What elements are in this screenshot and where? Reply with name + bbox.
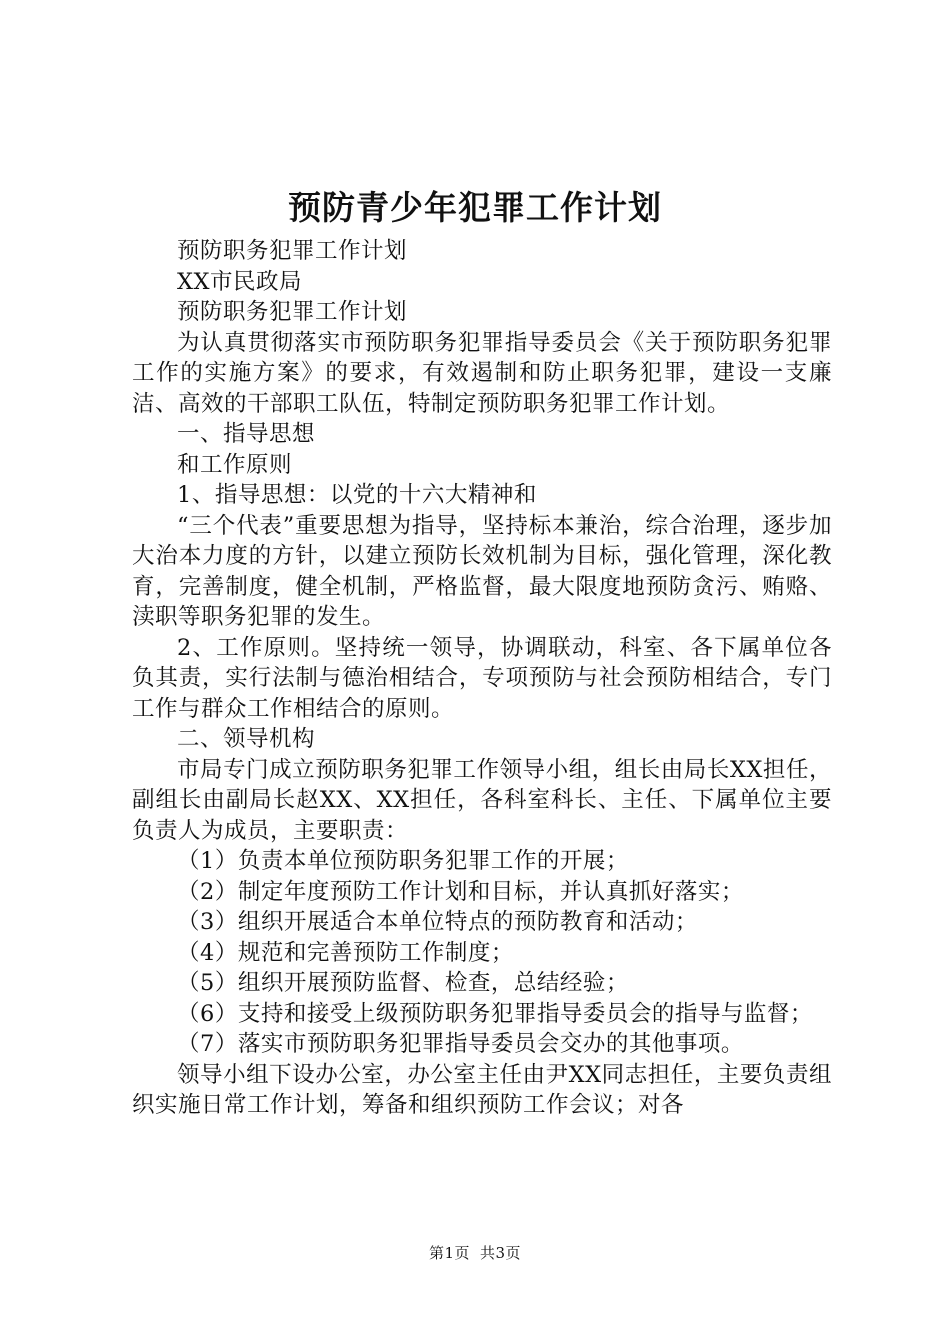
page-number: 第1页 bbox=[428, 1244, 470, 1262]
section-heading-guiding-ideology: 一、指导思想 bbox=[177, 421, 316, 447]
section-heading-leadership: 二、领导机构 bbox=[177, 726, 316, 752]
paragraph-work-principles: 2、工作原则。坚持统一领导，协调联动，科室、各下属单位各负其责，实行法制与德治相结合，专项预防与社会预防相结合，专门工作与群众工作相结合的原则。 bbox=[132, 634, 832, 722]
paragraph-subtitle-repeat: 预防职务犯罪工作计划 bbox=[177, 299, 408, 325]
paragraph-intro: 为认真贯彻落实市预防职务犯罪指导委员会《关于预防职务犯罪工作的实施方案》的要求，有效遏制和防止职务犯罪，建设一支廉洁、高效的干部职工队伍，特制定预防职务犯罪工作计划。 bbox=[132, 329, 832, 417]
list-item-duty-3: （3）组织开展适合本单位特点的预防教育和活动； bbox=[177, 909, 698, 935]
paragraph-guiding-ideology: 1、指导思想：以党的十六大精神和 bbox=[177, 482, 537, 508]
section-heading-principles: 和工作原则 bbox=[177, 451, 293, 478]
paragraph-leadership-group: 市局专门成立预防职务犯罪工作领导小组，组长由局长XX担任，副组长由副局长赵XX、XX担任，各科室科长、主任、下属单位主要负责人为成员，主要职责： bbox=[132, 756, 832, 844]
list-item-duty-6: （6）支持和接受上级预防职务犯罪指导委员会的指导与监督； bbox=[177, 1000, 813, 1027]
document-body bbox=[132, 236, 832, 1121]
paragraph-department: XX市民政局 bbox=[177, 268, 303, 295]
list-item-duty-1: （1）负责本单位预防职务犯罪工作的开展； bbox=[177, 848, 629, 874]
page-footer bbox=[0, 1243, 950, 1263]
list-item-duty-7: （7）落实市预防职务犯罪指导委员会交办的其他事项。 bbox=[177, 1031, 744, 1057]
paragraph-office: 领导小组下设办公室，办公室主任由尹XX同志担任，主要负责组织实施日常工作计划，筹备和组织预防工作会议；对各 bbox=[132, 1061, 832, 1118]
paragraph-three-represents: “三个代表”重要思想为指导，坚持标本兼治，综合治理，逐步加大治本力度的方针，以建立预防长效机制为目标，强化管理，深化教育，完善制度，健全机制，严格监督，最大限度地预防贪污、贿赂、渎职等职务犯罪的发生。 bbox=[132, 512, 832, 630]
document-title: 预防青少年犯罪工作计划 bbox=[288, 188, 662, 227]
list-item-duty-5: （5）组织开展预防监督、检查，总结经验； bbox=[177, 970, 629, 996]
list-item-duty-4: （4）规范和完善预防工作制度； bbox=[177, 939, 514, 966]
page-total: 共3页 bbox=[480, 1244, 522, 1262]
paragraph-subtitle: 预防职务犯罪工作计划 bbox=[177, 238, 408, 264]
list-item-duty-2: （2）制定年度预防工作计划和目标，并认真抓好落实； bbox=[177, 878, 744, 905]
